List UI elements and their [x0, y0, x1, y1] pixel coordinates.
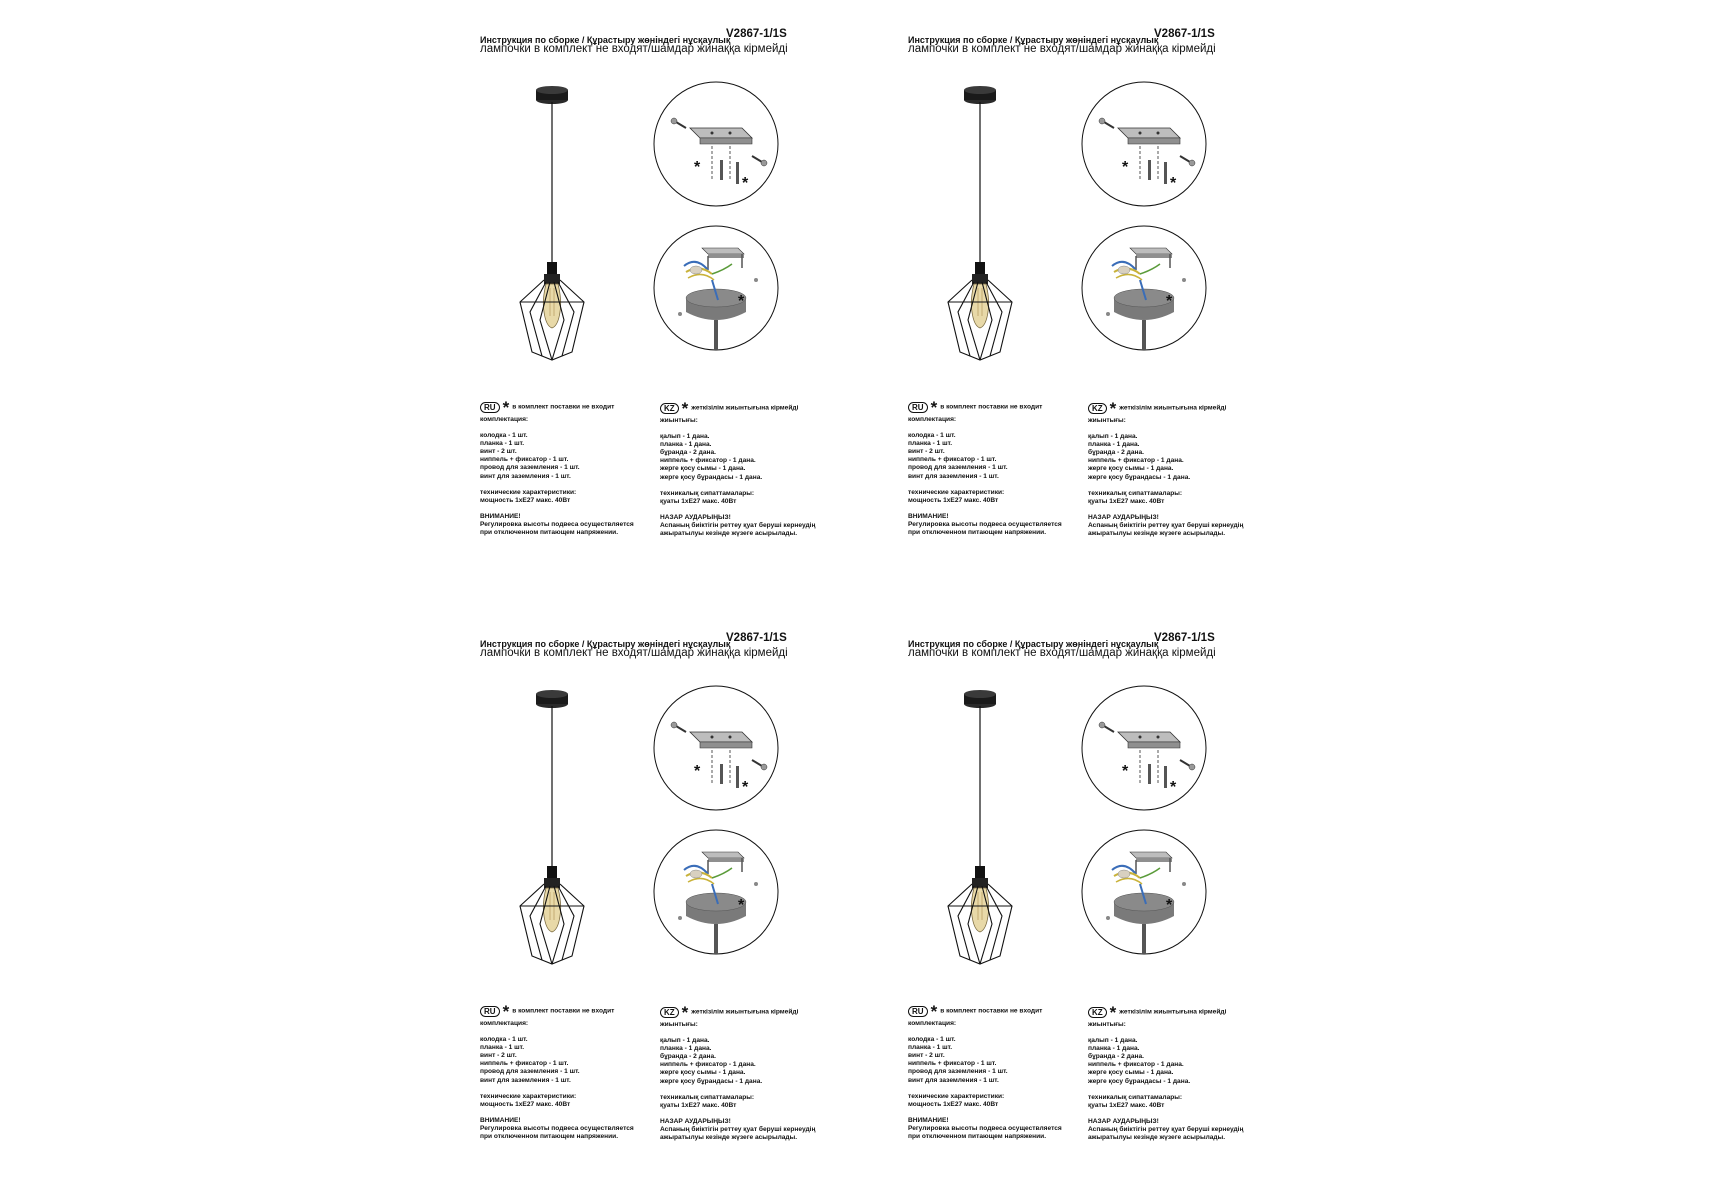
list-item: колодка - 1 шт.: [480, 1036, 528, 1044]
list-item: ниппель + фиксатор - 1 дана.: [660, 1061, 756, 1069]
bracket-detail-drawing: [654, 686, 778, 810]
kz-section: [660, 1002, 850, 1142]
list-item: винт - 2 шт.: [908, 448, 945, 456]
kz-section: [1088, 1002, 1278, 1142]
model-number: V2867-1/1S: [726, 28, 787, 40]
svg-text:*: *: [1166, 293, 1173, 310]
bulbs-not-included-note: лампочки в комплект не входят/шамдар жинаққа кірмейді: [480, 43, 788, 55]
list-item: винт для заземления - 1 шт.: [908, 1076, 999, 1084]
kz-tech-title: техникалық сипаттамалары:: [660, 489, 755, 497]
list-item: ниппель + фиксатор - 1 шт.: [480, 456, 569, 464]
list-item: жерге қосу сымы - 1 дана.: [1088, 465, 1174, 473]
ru-kit-title: комплектация:: [908, 416, 957, 423]
ru-kit-title: комплектация:: [480, 416, 529, 423]
kz-not-included-star: *: [681, 1002, 689, 1022]
bulbs-not-included-note: лампочки в комплект не входят/шамдар жинаққа кірмейді: [908, 43, 1216, 55]
kz-language-badge: KZ: [1088, 403, 1107, 414]
ru-warning-title: ВНИМАНИЕ!: [908, 1116, 949, 1124]
model-number: V2867-1/1S: [1154, 28, 1215, 40]
bulbs-not-included-note: лампочки в комплект не входят/шамдар жинаққа кірмейді: [908, 647, 1216, 659]
ru-not-included-note: в комплект поставки не входит: [512, 403, 615, 411]
ru-kit-list: [908, 432, 1078, 481]
svg-text:*: *: [738, 293, 745, 310]
ru-language-badge: RU: [480, 1006, 500, 1017]
kz-kit-title: жиынтығы:: [660, 1021, 698, 1028]
list-item: планка - 1 дана.: [660, 441, 712, 449]
ru-section: [480, 1001, 650, 1141]
card-title: Инструкция по сборке / Құрастыру жөніндегі нұсқаулық: [908, 639, 1159, 649]
ru-section: [480, 397, 650, 537]
pendant-lamp-drawing: [948, 86, 1012, 360]
list-item: колодка - 1 шт.: [480, 432, 528, 440]
ru-warning-line: при отключенном питающем напряжении.: [908, 1133, 1047, 1141]
svg-text:*: *: [1170, 779, 1177, 796]
ru-warning-title: ВНИМАНИЕ!: [480, 1116, 521, 1124]
list-item: планка - 1 шт.: [480, 440, 525, 448]
ru-tech-value: мощность 1хЕ27 макс. 40Вт: [908, 1100, 999, 1108]
ru-kit-list: [908, 1036, 1078, 1085]
list-item: винт - 2 шт.: [908, 1052, 945, 1060]
ru-warning-title: ВНИМАНИЕ!: [480, 512, 521, 520]
list-item: провод для заземления - 1 шт.: [480, 464, 580, 472]
kz-kit-list: [1088, 1037, 1278, 1086]
kz-tech-title: техникалық сипаттамалары:: [660, 1093, 755, 1101]
kz-tech-value: қуаты 1хЕ27 макс. 40Вт: [660, 497, 737, 505]
svg-text:*: *: [1170, 175, 1177, 192]
list-item: жерге қосу сымы - 1 дана.: [660, 465, 746, 473]
kz-warning-line: Аспаның биіктігін реттеу қуат беруші кернеудің: [1088, 1125, 1244, 1133]
pendant-lamp-drawing: [948, 690, 1012, 964]
svg-text:*: *: [1122, 763, 1129, 780]
list-item: планка - 1 шт.: [908, 440, 953, 448]
kz-warning-title: НАЗАР АУДАРЫҢЫЗ!: [1088, 1117, 1159, 1125]
ru-kit-title: комплектация:: [908, 1020, 957, 1027]
kz-warning-line: ажыратылуы кезінде жүзеге асырылады.: [1088, 530, 1226, 538]
list-item: ниппель + фиксатор - 1 дана.: [1088, 457, 1184, 465]
card-title: Инструкция по сборке / Құрастыру жөніндегі нұсқаулық: [908, 35, 1159, 45]
kz-tech-title: техникалық сипаттамалары:: [1088, 489, 1183, 497]
kz-kit-title: жиынтығы:: [660, 417, 698, 424]
kz-warning-line: ажыратылуы кезінде жүзеге асырылады.: [660, 1134, 798, 1142]
list-item: жерге қосу бұрандасы - 1 дана.: [1088, 1077, 1191, 1085]
kz-not-included-star: *: [1109, 398, 1117, 418]
kz-warning-line: Аспаның биіктігін реттеу қуат беруші кернеудің: [1088, 521, 1244, 529]
kz-warning-title: НАЗАР АУДАРЫҢЫЗ!: [660, 1117, 731, 1125]
ru-warning-line: Регулировка высоты подвеса осуществляется: [908, 1124, 1062, 1132]
instruction-card: [908, 634, 1708, 1194]
list-item: винт для заземления - 1 шт.: [480, 472, 571, 480]
bracket-detail-drawing: [654, 82, 778, 206]
list-item: винт - 2 шт.: [480, 1052, 517, 1060]
list-item: ниппель + фиксатор - 1 шт.: [908, 1060, 997, 1068]
kz-warning-title: НАЗАР АУДАРЫҢЫЗ!: [660, 513, 731, 521]
ru-warning-line: при отключенном питающем напряжении.: [480, 1133, 619, 1141]
canopy-wiring-drawing: [1082, 226, 1206, 350]
list-item: бұранда - 2 дана.: [1088, 449, 1144, 457]
svg-text:*: *: [1122, 159, 1129, 176]
list-item: ниппель + фиксатор - 1 дана.: [1088, 1061, 1184, 1069]
ru-not-included-note: в комплект поставки не входит: [940, 403, 1043, 411]
ru-not-included-star: *: [502, 397, 510, 417]
kz-warning-line: Аспаның биіктігін реттеу қуат беруші кернеудің: [660, 521, 816, 529]
kz-tech-value: қуаты 1хЕ27 макс. 40Вт: [1088, 497, 1165, 505]
kz-language-badge: KZ: [1088, 1007, 1107, 1018]
ru-section: [908, 397, 1078, 537]
kz-language-badge: KZ: [660, 1007, 679, 1018]
card-title: Инструкция по сборке / Құрастыру жөніндегі нұсқаулық: [480, 35, 731, 45]
list-item: винт - 2 шт.: [480, 448, 517, 456]
list-item: жерге қосу сымы - 1 дана.: [660, 1069, 746, 1077]
pendant-lamp-drawing: [520, 690, 584, 964]
ru-kit-list: [480, 432, 650, 481]
model-number: V2867-1/1S: [1154, 632, 1215, 644]
kz-tech-title: техникалық сипаттамалары:: [1088, 1093, 1183, 1101]
ru-not-included-star: *: [502, 1001, 510, 1021]
ru-language-badge: RU: [480, 402, 500, 413]
ru-tech-value: мощность 1хЕ27 макс. 40Вт: [480, 1100, 571, 1108]
ru-warning-line: при отключенном питающем напряжении.: [480, 529, 619, 537]
canopy-wiring-drawing: [654, 830, 778, 954]
list-item: жерге қосу бұрандасы - 1 дана.: [1088, 473, 1191, 481]
list-item: планка - 1 шт.: [908, 1044, 953, 1052]
ru-tech-title: технические характеристики:: [480, 488, 577, 496]
svg-text:*: *: [694, 763, 701, 780]
list-item: винт для заземления - 1 шт.: [908, 472, 999, 480]
bracket-detail-drawing: [1082, 82, 1206, 206]
kz-not-included-note: жеткізілім жиынтығына кірмейді: [1119, 1008, 1227, 1016]
kz-section: [1088, 398, 1278, 538]
ru-tech-value: мощность 1хЕ27 макс. 40Вт: [908, 496, 999, 504]
kz-kit-list: [660, 1037, 850, 1086]
kz-kit-list: [1088, 433, 1278, 482]
ru-tech-title: технические характеристики:: [908, 1092, 1005, 1100]
svg-text:*: *: [694, 159, 701, 176]
kz-kit-title: жиынтығы:: [1088, 1021, 1126, 1028]
list-item: қалып - 1 дана.: [660, 433, 710, 441]
svg-text:*: *: [1166, 897, 1173, 914]
list-item: планка - 1 дана.: [1088, 1045, 1140, 1053]
kz-not-included-note: жеткізілім жиынтығына кірмейді: [691, 404, 799, 412]
ru-kit-list: [480, 1036, 650, 1085]
list-item: провод для заземления - 1 шт.: [908, 464, 1008, 472]
kz-warning-line: ажыратылуы кезінде жүзеге асырылады.: [1088, 1134, 1226, 1142]
list-item: ниппель + фиксатор - 1 дана.: [660, 457, 756, 465]
kz-tech-value: қуаты 1хЕ27 макс. 40Вт: [660, 1101, 737, 1109]
list-item: планка - 1 шт.: [480, 1044, 525, 1052]
kz-not-included-note: жеткізілім жиынтығына кірмейді: [691, 1008, 799, 1016]
instruction-card: [908, 30, 1708, 590]
kz-section: [660, 398, 850, 538]
kz-not-included-star: *: [681, 398, 689, 418]
list-item: қалып - 1 дана.: [1088, 433, 1138, 441]
ru-warning-line: при отключенном питающем напряжении.: [908, 529, 1047, 537]
kz-language-badge: KZ: [660, 403, 679, 414]
list-item: жерге қосу бұрандасы - 1 дана.: [660, 1077, 763, 1085]
list-item: ниппель + фиксатор - 1 шт.: [480, 1060, 569, 1068]
kz-kit-title: жиынтығы:: [1088, 417, 1126, 424]
ru-language-badge: RU: [908, 1006, 928, 1017]
kz-not-included-note: жеткізілім жиынтығына кірмейді: [1119, 404, 1227, 412]
ru-language-badge: RU: [908, 402, 928, 413]
kz-warning-line: ажыратылуы кезінде жүзеге асырылады.: [660, 530, 798, 538]
ru-warning-line: Регулировка высоты подвеса осуществляется: [480, 520, 634, 528]
list-item: бұранда - 2 дана.: [1088, 1053, 1144, 1061]
canopy-wiring-drawing: [654, 226, 778, 350]
list-item: планка - 1 дана.: [1088, 441, 1140, 449]
ru-kit-title: комплектация:: [480, 1020, 529, 1027]
ru-not-included-star: *: [930, 397, 938, 417]
ru-warning-line: Регулировка высоты подвеса осуществляется: [908, 520, 1062, 528]
model-number: V2867-1/1S: [726, 632, 787, 644]
list-item: бұранда - 2 дана.: [660, 1053, 716, 1061]
kz-not-included-star: *: [1109, 1002, 1117, 1022]
list-item: провод для заземления - 1 шт.: [908, 1068, 1008, 1076]
list-item: ниппель + фиксатор - 1 шт.: [908, 456, 997, 464]
list-item: қалып - 1 дана.: [660, 1037, 710, 1045]
svg-text:*: *: [742, 175, 749, 192]
pendant-lamp-drawing: [520, 86, 584, 360]
kz-warning-line: Аспаның биіктігін реттеу қуат беруші кернеудің: [660, 1125, 816, 1133]
ru-not-included-note: в комплект поставки не входит: [512, 1007, 615, 1015]
list-item: планка - 1 дана.: [660, 1045, 712, 1053]
list-item: колодка - 1 шт.: [908, 432, 956, 440]
kz-warning-title: НАЗАР АУДАРЫҢЫЗ!: [1088, 513, 1159, 521]
bracket-detail-drawing: [1082, 686, 1206, 810]
ru-section: [908, 1001, 1078, 1141]
ru-tech-title: технические характеристики:: [480, 1092, 577, 1100]
list-item: провод для заземления - 1 шт.: [480, 1068, 580, 1076]
list-item: колодка - 1 шт.: [908, 1036, 956, 1044]
canopy-wiring-drawing: [1082, 830, 1206, 954]
ru-not-included-note: в комплект поставки не входит: [940, 1007, 1043, 1015]
kz-kit-list: [660, 433, 850, 482]
ru-warning-line: Регулировка высоты подвеса осуществляется: [480, 1124, 634, 1132]
card-title: Инструкция по сборке / Құрастыру жөніндегі нұсқаулық: [480, 639, 731, 649]
list-item: бұранда - 2 дана.: [660, 449, 716, 457]
list-item: қалып - 1 дана.: [1088, 1037, 1138, 1045]
kz-tech-value: қуаты 1хЕ27 макс. 40Вт: [1088, 1101, 1165, 1109]
list-item: жерге қосу бұрандасы - 1 дана.: [660, 473, 763, 481]
list-item: винт для заземления - 1 шт.: [480, 1076, 571, 1084]
svg-text:*: *: [742, 779, 749, 796]
ru-not-included-star: *: [930, 1001, 938, 1021]
ru-warning-title: ВНИМАНИЕ!: [908, 512, 949, 520]
bulbs-not-included-note: лампочки в комплект не входят/шамдар жинаққа кірмейді: [480, 647, 788, 659]
ru-tech-value: мощность 1хЕ27 макс. 40Вт: [480, 496, 571, 504]
svg-text:*: *: [738, 897, 745, 914]
ru-tech-title: технические характеристики:: [908, 488, 1005, 496]
list-item: жерге қосу сымы - 1 дана.: [1088, 1069, 1174, 1077]
